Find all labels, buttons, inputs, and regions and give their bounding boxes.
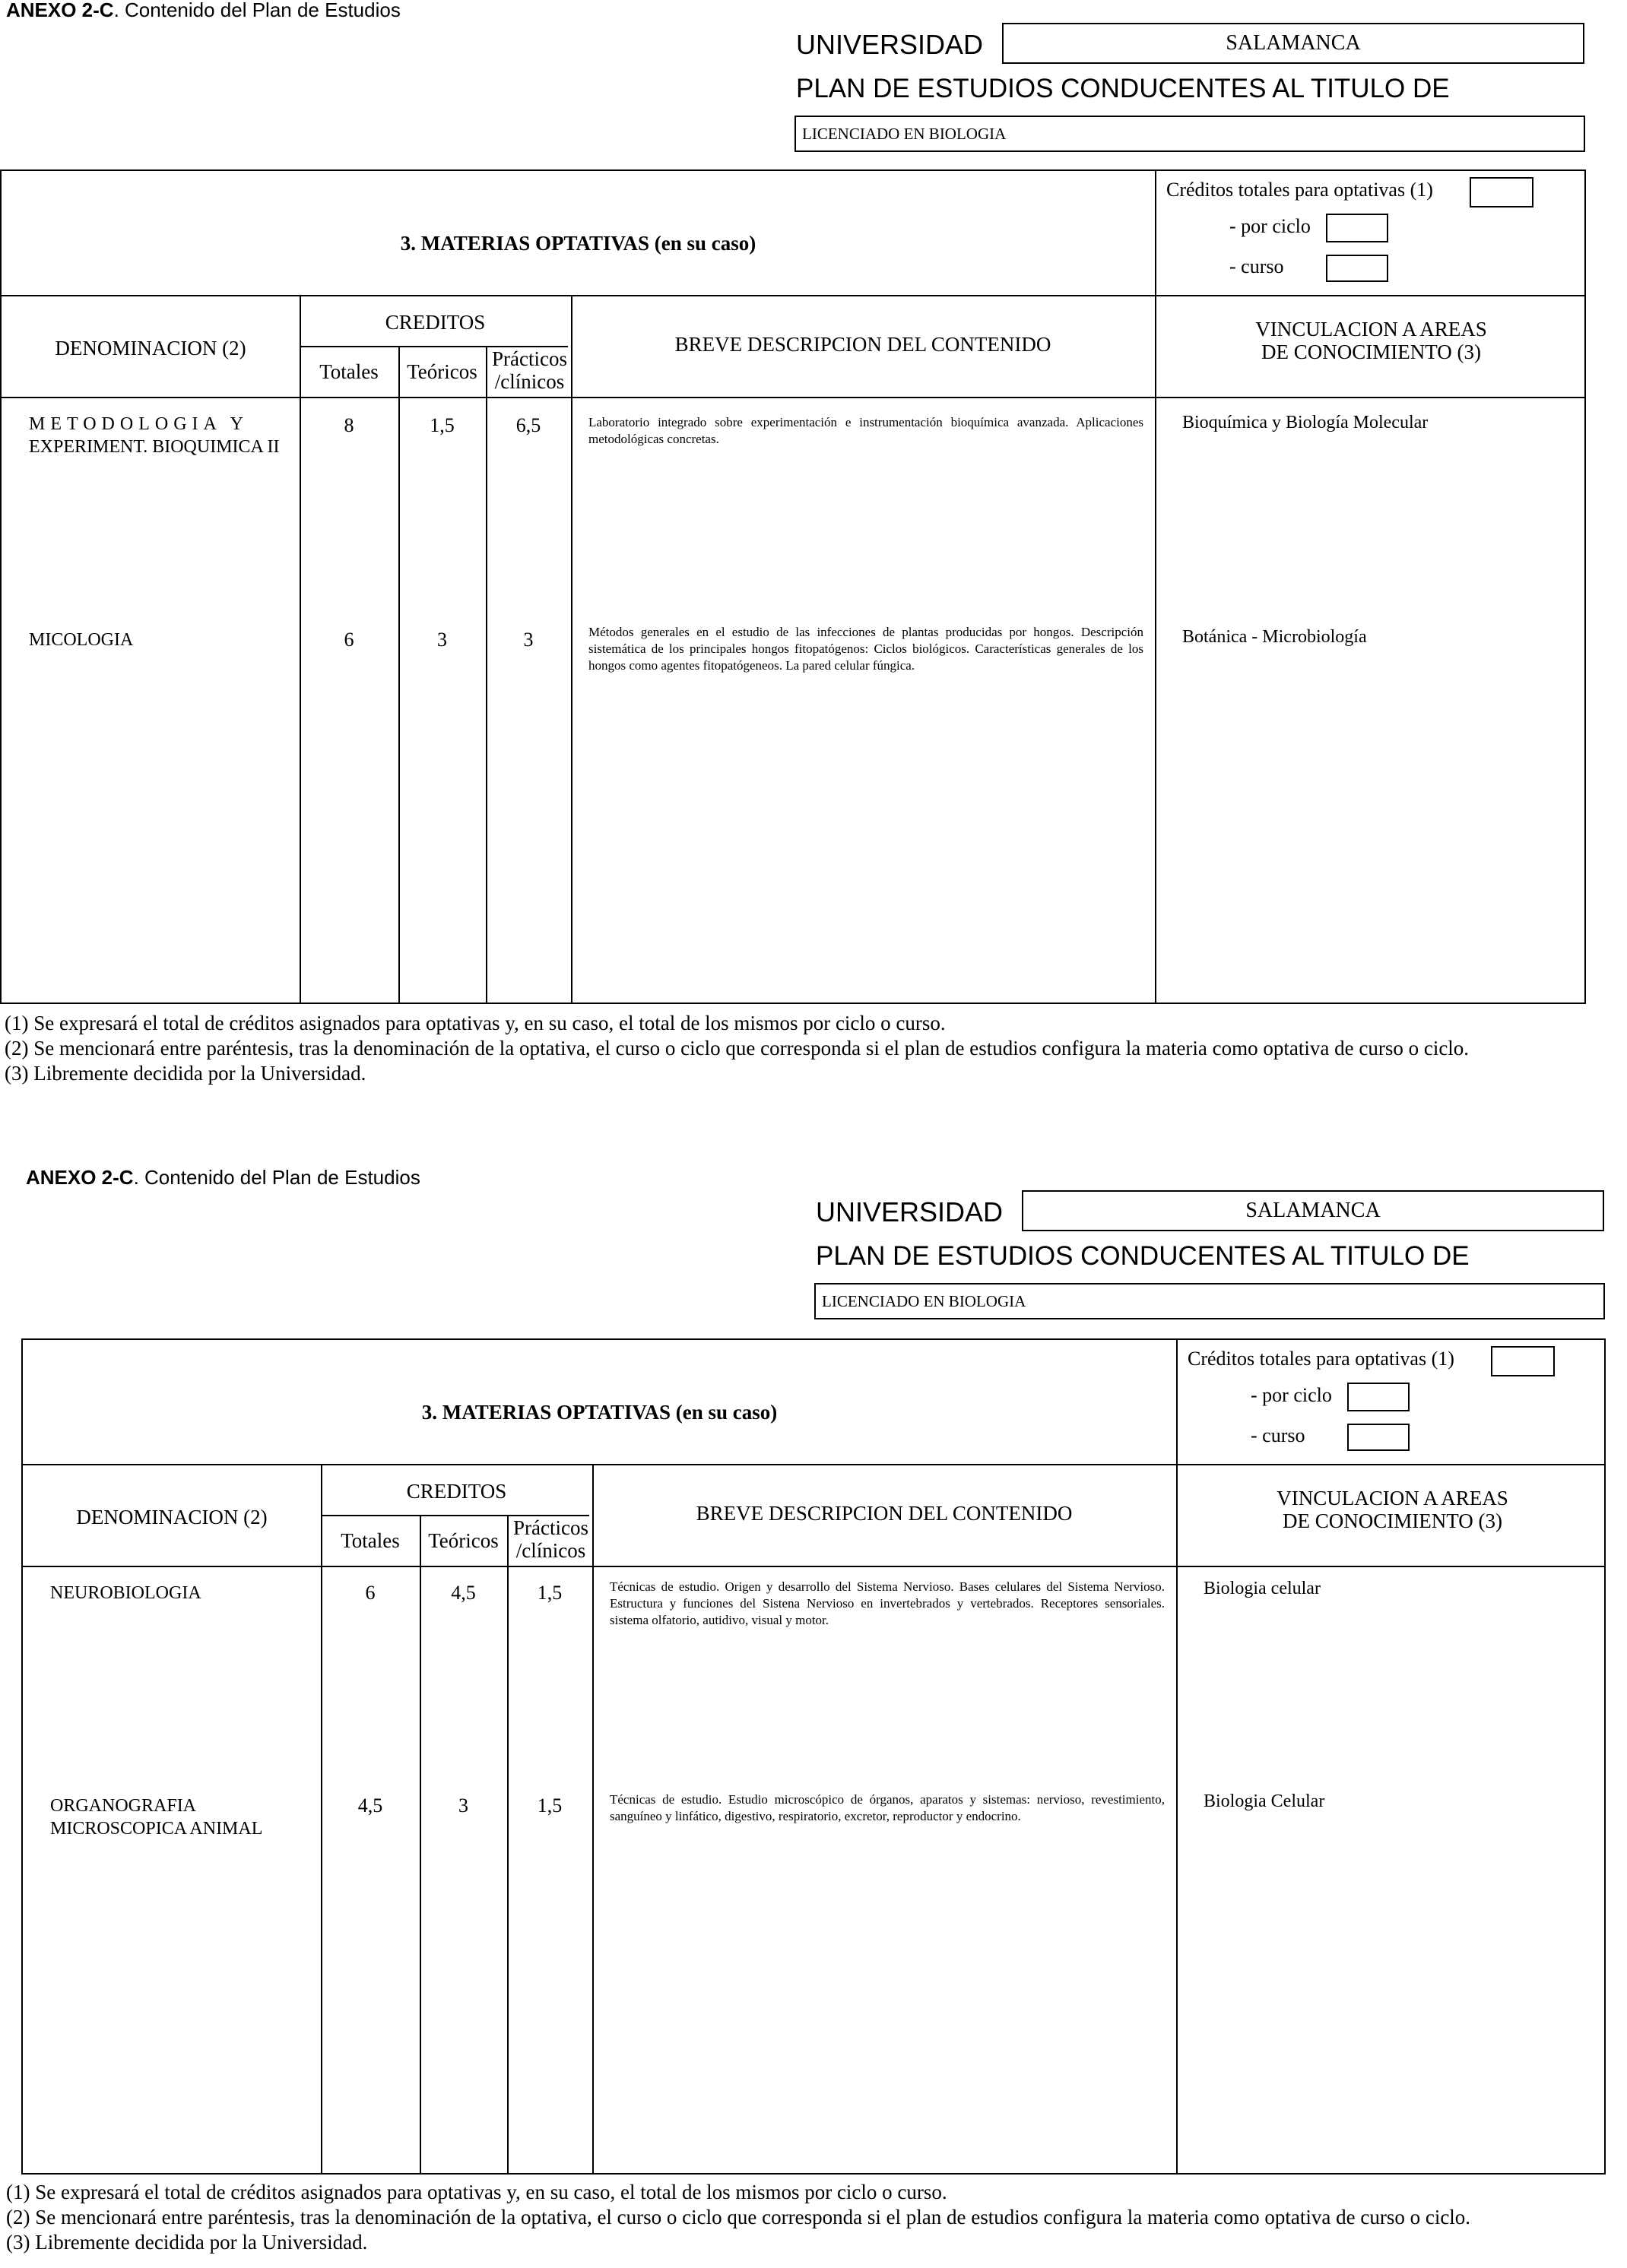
header-creditos: CREDITOS [406, 1480, 507, 1503]
credit-totals-box [1470, 177, 1533, 207]
table-cell-practicos: 1,5 [537, 1794, 563, 1817]
per-cycle-box [1347, 1383, 1410, 1411]
per-course-label: - curso [1251, 1424, 1305, 1446]
university-label: UNIVERSIDAD [796, 29, 984, 60]
degree-field: LICENCIADO EN BIOLOGIA [814, 1283, 1605, 1319]
per-cycle-box [1326, 214, 1388, 242]
table-cell-teoricos: 1,5 [430, 414, 455, 436]
per-cycle-label: - por ciclo [1251, 1384, 1332, 1406]
credit-totals-label: Créditos totales para optativas (1) [1188, 1348, 1454, 1370]
table-cell-practicos: 1,5 [537, 1582, 563, 1604]
plan-label: PLAN DE ESTUDIOS CONDUCENTES AL TITULO DE [796, 74, 1450, 103]
table-cell-totales: 8 [344, 414, 354, 436]
header-descripcion: BREVE DESCRIPCION DEL CONTENIDO [674, 333, 1051, 356]
header-denominacion: DENOMINACION (2) [76, 1506, 268, 1528]
table-cell-totales: 6 [344, 629, 354, 651]
table-cell-totales: 4,5 [357, 1794, 383, 1817]
header-creditos: CREDITOS [385, 311, 486, 334]
annex-heading: ANEXO 2-C. Contenido del Plan de Estudios [6, 0, 401, 21]
footnote-3: (3) Libremente decidida por la Universidad. [6, 2231, 368, 2254]
footnotes [6, 2180, 1618, 2255]
header-totales: Totales [319, 360, 379, 383]
table-row-name: METODOLOGIA Y EXPERIMENT. BIOQUIMICA II [29, 414, 280, 457]
footnote-3: (3) Libremente decidida por la Universidad. [5, 1062, 366, 1085]
per-course-box [1347, 1424, 1410, 1451]
university-field: SALAMANCA [1022, 1190, 1604, 1231]
footnote-1: (1) Se expresará el total de créditos asignados para optativas y, en su caso, el total de los mismos por ciclo o curso. [5, 1012, 946, 1034]
table-cell-area: Botánica - Microbiología [1182, 627, 1367, 647]
section-title: 3. MATERIAS OPTATIVAS (en su caso) [400, 232, 756, 255]
table-cell-teoricos: 4,5 [451, 1582, 476, 1604]
plan-label: PLAN DE ESTUDIOS CONDUCENTES AL TITULO DE [816, 1241, 1470, 1271]
table-row-name: NEUROBIOLOGIA [50, 1583, 201, 1603]
table-row-name: ORGANOGRAFIA MICROSCOPICA ANIMAL [50, 1796, 263, 1839]
table-cell-totales: 6 [365, 1582, 376, 1604]
section-title: 3. MATERIAS OPTATIVAS (en su caso) [421, 1401, 778, 1424]
credit-totals-label: Créditos totales para optativas (1) [1166, 179, 1433, 201]
annex-heading: ANEXO 2-C. Contenido del Plan de Estudios [26, 1166, 420, 1189]
header-descripcion: BREVE DESCRIPCION DEL CONTENIDO [696, 1502, 1073, 1525]
per-cycle-label: - por ciclo [1229, 215, 1311, 237]
university-label: UNIVERSIDAD [816, 1196, 1004, 1227]
footnotes [5, 1011, 1616, 1086]
footnote-2: (2) Se mencionará entre paréntesis, tras la denominación de la optativa, el curso o ciclo que corresponda si el plan de estudios configura la materia como optativa de curso o ciclo. [5, 1037, 1470, 1060]
header-practicos: Prácticos /clínicos [492, 347, 567, 393]
table-cell-description: Técnicas de estudio. Estudio microscópico de órganos, aparatos y sistemas: nervioso, revestimiento, sanguíneo y linfático, digestivo, respiratorio, excretor, reproductor y endocrino. [610, 1792, 1165, 1823]
credit-totals-box [1491, 1346, 1555, 1376]
header-vinculacion: VINCULACION A AREAS DE CONOCIMIENTO (3) [1277, 1487, 1508, 1532]
footnote-1: (1) Se expresará el total de créditos asignados para optativas y, en su caso, el total de los mismos por ciclo o curso. [6, 2181, 947, 2203]
table-cell-teoricos: 3 [437, 629, 447, 651]
table-cell-description: Laboratorio integrado sobre experimentación e instrumentación bioquímica avanzada. Aplicaciones metodológicas concretas. [588, 415, 1143, 446]
header-practicos: Prácticos /clínicos [513, 1516, 588, 1562]
header-vinculacion: VINCULACION A AREAS DE CONOCIMIENTO (3) [1255, 318, 1487, 363]
document-page-2 [0, 1164, 1627, 2268]
degree-field: LICENCIADO EN BIOLOGIA [794, 116, 1585, 152]
table-cell-description: Métodos generales en el estudio de las infecciones de plantas producidas por hongos. Descripción sistemática de los principales hongos fitopatógenos: Ciclos biológicos. Características generales de los hongos como agentes fitopatógeneos. La pared celular fúngica. [588, 625, 1143, 673]
footnote-2: (2) Se mencionará entre paréntesis, tras la denominación de la optativa, el curso o ciclo que corresponda si el plan de estudios configura la materia como optativa de curso o ciclo. [6, 2206, 1471, 2228]
table-cell-area: Bioquímica y Biología Molecular [1182, 413, 1429, 432]
optional-subjects-table [0, 169, 1586, 1004]
per-course-label: - curso [1229, 255, 1284, 277]
optional-subjects-table [21, 1338, 1606, 2175]
header-totales: Totales [341, 1529, 400, 1552]
per-course-box [1326, 255, 1388, 282]
university-field: SALAMANCA [1002, 23, 1584, 64]
table-cell-area: Biologia celular [1204, 1579, 1321, 1598]
table-row-name: MICOLOGIA [29, 630, 134, 650]
table-cell-practicos: 3 [523, 629, 534, 651]
header-teoricos: Teóricos [407, 360, 477, 383]
header-teoricos: Teóricos [428, 1529, 499, 1552]
table-cell-description: Técnicas de estudio. Origen y desarrollo del Sistema Nervioso. Bases celulares del Sistema Nervioso. Estructura y funciones del Sistena Nervioso en invertebrados y vertebrados. Receptores sensoriales. sistema olfatorio, autidivo, visual y motor. [610, 1579, 1165, 1627]
table-cell-practicos: 6,5 [515, 414, 541, 436]
table-cell-teoricos: 3 [458, 1794, 468, 1817]
table-cell-area: Biologia Celular [1204, 1791, 1325, 1811]
header-denominacion: DENOMINACION (2) [55, 337, 246, 360]
